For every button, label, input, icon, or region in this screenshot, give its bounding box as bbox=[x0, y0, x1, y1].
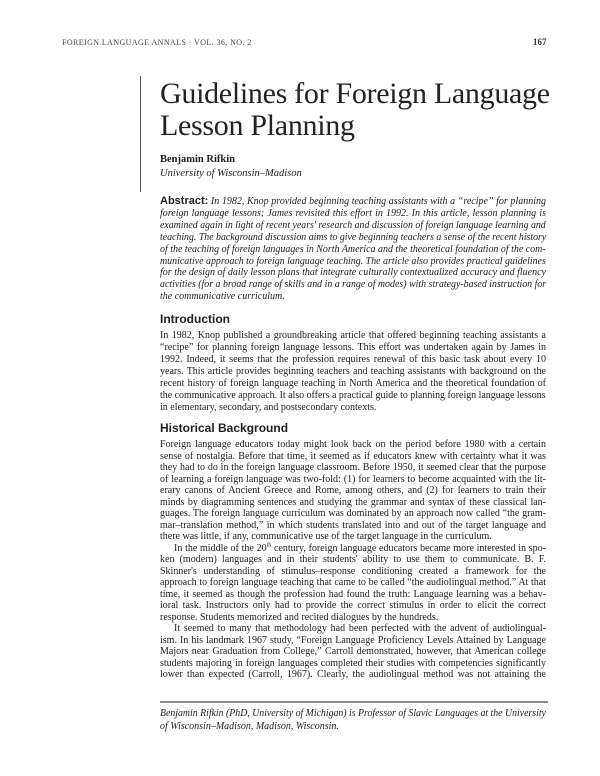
body-line: students majoring in foreign languages completed their studies with competencies significantly bbox=[160, 657, 546, 669]
abstract-line: activities (for a broad range of skills and in a range of modes) with strategy-based instruction for bbox=[160, 279, 547, 291]
historical-body bbox=[160, 439, 546, 681]
body-line: ism. In his landmark 1967 study, “Foreign Language Proficiency Levels Attained by Language bbox=[160, 634, 546, 646]
body-line: there was little, if any, communicative use of the target language in the curriculum. bbox=[160, 531, 492, 542]
abstract-line bbox=[160, 196, 546, 208]
body-line: 1992. Indeed, it seems that the profession requires renewal of this basic task about every 10 bbox=[160, 354, 546, 365]
body-line: lower than expected (Carroll, 1967). Clearly, the audiolingual method was not attaining the bbox=[160, 669, 546, 680]
abstract-line: the communicative curriculum. bbox=[160, 291, 285, 303]
section-heading-introduction: Introduction bbox=[160, 312, 230, 326]
body-line: In 1982, Knop published a groundbreaking article that offered beginning teaching assistants a bbox=[160, 330, 546, 341]
body-line: erary canons of Ancient Greece and Rome, among others, and (2) for learners to train their bbox=[160, 485, 546, 496]
abstract-line: foreign language lessons; James revisited this effort in 1992. In this article, lesson planning is bbox=[160, 207, 546, 219]
running-header: FOREIGN LANGUAGE ANNALS · VOL. 36, NO. 2 bbox=[62, 38, 252, 47]
body-line: of learning a foreign language was two-fold: (1) for learners to become acquainted with the lit- bbox=[160, 473, 546, 485]
footnote-rule bbox=[160, 701, 548, 703]
body-line: It seemed to many that methodology had been perfected with the advent of audiolingual- bbox=[174, 623, 546, 634]
body-line: they had to do in the foreign language classroom. Before 1950, it seemed clear that the purpose bbox=[160, 462, 546, 473]
body-line: ioral task. Instructors only had to provide the correct stimulus in order to elicit the correct bbox=[160, 600, 546, 611]
body-line: years. This article provides beginning teachers and teaching assistants with background on the bbox=[160, 366, 546, 377]
body-line: sense of nostalgia. Before that time, it seemed as if educators knew with certainty what it was bbox=[160, 450, 546, 462]
abstract-line: municative approach to foreign language teaching. The article also provides practical guidelines bbox=[160, 255, 546, 267]
body-line: response. Students memorized and recited dialogues by the hundreds. bbox=[160, 611, 439, 623]
abstract-text: In 1982, Knop provided beginning teaching assistants with a “recipe” for planning bbox=[210, 196, 546, 207]
introduction-body bbox=[160, 330, 546, 414]
section-heading-historical-background: Historical Background bbox=[160, 421, 289, 435]
body-line: mar–translation method,” in which students translated into and out of the target language and bbox=[160, 519, 546, 531]
title-bar-divider bbox=[140, 76, 141, 192]
body-line: the communicative approach. It also offers a practical guide to planning foreign language lessons bbox=[160, 390, 546, 401]
abstract-line: examined again in light of recent years' research and discussion of foreign language learning and bbox=[160, 219, 546, 231]
abstract-line: for the design of daily lesson plans that integrate culturally contextualized accuracy and fluency bbox=[160, 267, 546, 279]
body-line: Foreign language educators today might look back on the period before 1980 with a certain bbox=[160, 439, 546, 450]
body-line: minds by diagramming sentences and studying the grammar and syntax of these classical lan- bbox=[160, 496, 546, 508]
author-footnote bbox=[160, 708, 546, 733]
abstract-line: teaching. The background discussion aims to give beginning teachers a sense of the recent history bbox=[160, 231, 547, 243]
body-line: recent history of foreign language teaching in North America and the theoretical foundation of bbox=[160, 378, 546, 389]
page-number: 167 bbox=[533, 37, 547, 47]
article-title bbox=[160, 78, 550, 142]
abstract-line: of the teaching of foreign languages in North America and the theoretical foundation of the com- bbox=[160, 243, 546, 255]
body-line: Majors near Graduation from College,” Carroll demonstrated, however, that American college bbox=[160, 646, 546, 657]
body-line: ken (modern) languages and in their students' ability to use them to communicate. B. F. bbox=[160, 554, 546, 565]
body-line: Skinner's understanding of stimulus–response conditioning created a framework for the bbox=[160, 565, 546, 577]
abstract-label: Abstract: bbox=[160, 195, 209, 207]
body-line bbox=[160, 543, 546, 555]
abstract bbox=[160, 196, 546, 303]
footnote-line: of Wisconsin–Madison, Madison, Wisconsin. bbox=[160, 720, 339, 732]
body-line: time, it seemed as though the profession had found the truth: Language learning was a behav- bbox=[160, 588, 546, 600]
body-line: approach to foreign language teaching that came to be called “the audiolingual method.” At that bbox=[160, 577, 546, 588]
author-affiliation: University of Wisconsin–Madison bbox=[160, 168, 302, 179]
title-line: Lesson Planning bbox=[160, 109, 355, 142]
text: century, foreign language educators became more interested in spo- bbox=[271, 542, 546, 554]
title-line: Guidelines for Foreign Language bbox=[160, 77, 550, 110]
author-name: Benjamin Rifkin bbox=[160, 154, 235, 165]
body-line: in elementary, secondary, and postsecondary contexts. bbox=[160, 402, 377, 413]
text: In the middle of the 20 bbox=[174, 542, 267, 554]
footnote-line: Benjamin Rifkin (PhD, University of Michigan) is Professor of Slavic Languages at the University bbox=[160, 708, 546, 719]
body-line: guages. The foreign language curriculum was dominated by an approach now called “the gram- bbox=[160, 508, 546, 519]
superscript: th bbox=[266, 542, 272, 549]
body-line: “recipe” for planning foreign language lessons. This effort was undertaken again by James in bbox=[160, 342, 546, 353]
